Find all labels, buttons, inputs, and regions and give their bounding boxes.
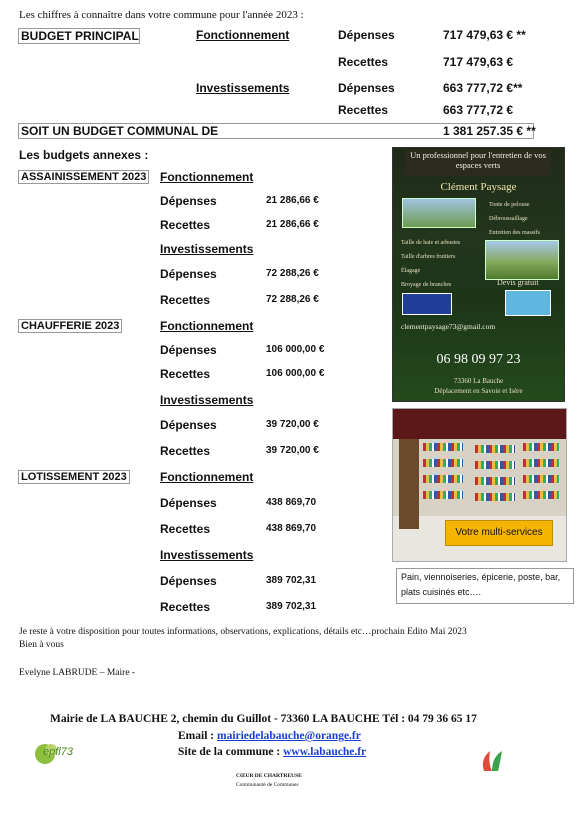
assain-fonct-recettes-label: Recettes: [160, 218, 211, 232]
chauff-inv-depenses-value: 39 720,00 €: [266, 419, 319, 430]
ad-email: clementpaysage73@gmail.com: [401, 322, 496, 331]
greeting-text: Bien à vous: [19, 640, 64, 650]
shop-caption: Pain, viennoiseries, épicerie, poste, bar, plats cuisinés etc….: [396, 568, 574, 604]
community-name: CŒUR DE CHARTREUSE: [236, 773, 302, 779]
chauff-fonctionnement-heading: Fonctionnement: [160, 319, 254, 333]
assain-inv-recettes-label: Recettes: [160, 293, 211, 307]
total-label: SOIT UN BUDGET COMMUNAL DE: [21, 124, 219, 138]
annex-chaufferie-label: CHAUFFERIE 2023: [18, 319, 122, 333]
assain-fonct-depenses-label: Dépenses: [160, 194, 217, 208]
assain-fonct-recettes-value: 21 286,66 €: [266, 219, 319, 230]
assain-investissements-heading: Investissements: [160, 242, 254, 256]
lotis-inv-recettes-value: 389 702,31: [266, 601, 317, 612]
signature-text: Evelyne LABRUDE – Maire -: [19, 668, 136, 678]
epfl73-logo-text: epfl73: [43, 746, 73, 758]
chauff-fonct-recettes-label: Recettes: [160, 367, 211, 381]
closing-text: Je reste à votre disposition pour toutes informations, observations, explications, détails etc…prochain Edito Mai 2023: [19, 627, 467, 637]
shop-photo: [392, 408, 567, 562]
ad-service-item: Entretien des massifs: [489, 230, 540, 236]
footer-site-label: Site de la commune :: [178, 746, 281, 758]
lotis-fonct-recettes-value: 438 869,70: [266, 523, 317, 534]
assain-inv-recettes-value: 72 288,26 €: [266, 294, 319, 305]
ad-devis-text: Devis gratuit: [497, 278, 539, 287]
ad-phone: 06 98 09 97 23: [436, 352, 521, 367]
paysage-advertisement: [392, 147, 565, 402]
lotis-inv-depenses-value: 389 702,31: [266, 575, 317, 586]
bp-fonct-recettes-value: 717 479,63 €: [443, 55, 514, 69]
epfl73-logo: [33, 740, 81, 777]
bp-fonct-depenses-label: Dépenses: [338, 28, 395, 42]
chauff-investissements-heading: Investissements: [160, 393, 254, 407]
chauff-inv-recettes-label: Recettes: [160, 444, 211, 458]
bp-inv-recettes-label: Recettes: [338, 103, 389, 117]
bp-investissements-heading: Investissements: [196, 81, 290, 95]
intro-text: Les chiffres à connaître dans votre commune pour l'année 2023 :: [19, 9, 304, 21]
assain-inv-depenses-value: 72 288,26 €: [266, 268, 319, 279]
lawn-photo: [485, 240, 559, 280]
assain-fonctionnement-heading: Fonctionnement: [160, 170, 254, 184]
total-row: [18, 123, 534, 139]
lotis-fonct-depenses-value: 438 869,70: [266, 497, 317, 508]
bp-fonct-recettes-label: Recettes: [338, 55, 389, 69]
multi-services-label: Votre multi-services: [445, 520, 553, 546]
footer-email-label: Email :: [178, 730, 215, 742]
assain-inv-depenses-label: Dépenses: [160, 267, 217, 281]
ad-zone: Déplacement en Savoie et Isère: [434, 387, 523, 395]
ad-sign-text: Un professionnel pour l'entretien de vos espaces verts: [405, 150, 551, 176]
ad-address: 73360 La Bauche: [453, 377, 504, 385]
lotis-fonct-recettes-label: Recettes: [160, 522, 211, 536]
footer-site-row: [178, 746, 366, 758]
ad-service-item: Taille d'arbres fruitiers: [401, 254, 456, 260]
lotis-fonct-depenses-label: Dépenses: [160, 496, 217, 510]
bp-fonct-depenses-value: 717 479,63 € **: [443, 28, 526, 42]
chauff-inv-recettes-value: 39 720,00 €: [266, 445, 319, 456]
assain-fonct-depenses-value: 21 286,66 €: [266, 195, 319, 206]
footer-address: Mairie de LA BAUCHE 2, chemin du Guillot - 73360 LA BAUCHE Tél : 04 79 36 65 17: [50, 713, 477, 725]
service-badge-logo: [402, 293, 452, 315]
partner-badge-logo: [505, 290, 551, 316]
lotis-inv-depenses-label: Dépenses: [160, 574, 217, 588]
garden-photo: [402, 198, 476, 228]
chauff-fonct-recettes-value: 106 000,00 €: [266, 368, 325, 379]
bp-inv-recettes-value: 663 777,72 €: [443, 103, 514, 117]
ad-service-item: Broyage de branches: [401, 282, 452, 288]
ad-service-item: Taille de haie et arbustes: [401, 240, 461, 246]
footer-email-row: [178, 730, 361, 742]
bp-fonctionnement-heading: Fonctionnement: [196, 28, 290, 42]
ad-service-item: Élagage: [401, 268, 421, 274]
bp-inv-depenses-label: Dépenses: [338, 81, 395, 95]
footer-site-link[interactable]: www.labauche.fr: [283, 746, 367, 758]
chauff-fonct-depenses-label: Dépenses: [160, 343, 217, 357]
total-value: 1 381 257.35 € **: [443, 124, 536, 138]
annex-lotissement-label: LOTISSEMENT 2023: [18, 470, 130, 484]
chauff-fonct-depenses-value: 106 000,00 €: [266, 344, 325, 355]
annex-assainissement-label: ASSAINISSEMENT 2023: [18, 170, 149, 184]
annexes-title: Les budgets annexes :: [19, 148, 149, 162]
ad-service-item: Tonte de pelouse: [489, 202, 530, 208]
lotis-inv-recettes-label: Recettes: [160, 600, 211, 614]
lotis-investissements-heading: Investissements: [160, 548, 254, 562]
budget-principal-label: BUDGET PRINCIPAL: [18, 28, 140, 44]
lotis-fonctionnement-heading: Fonctionnement: [160, 470, 254, 484]
coeur-de-chartreuse-logo: [478, 747, 508, 780]
ad-service-item: Débroussaillage: [489, 216, 528, 222]
chauff-inv-depenses-label: Dépenses: [160, 418, 217, 432]
ad-company-name: Clément Paysage: [440, 181, 517, 193]
footer-email-link[interactable]: mairiedelabauche@orange.fr: [216, 730, 361, 742]
bp-inv-depenses-value: 663 777,72 €**: [443, 81, 523, 95]
community-subtitle: Communauté de Communes: [236, 782, 299, 788]
